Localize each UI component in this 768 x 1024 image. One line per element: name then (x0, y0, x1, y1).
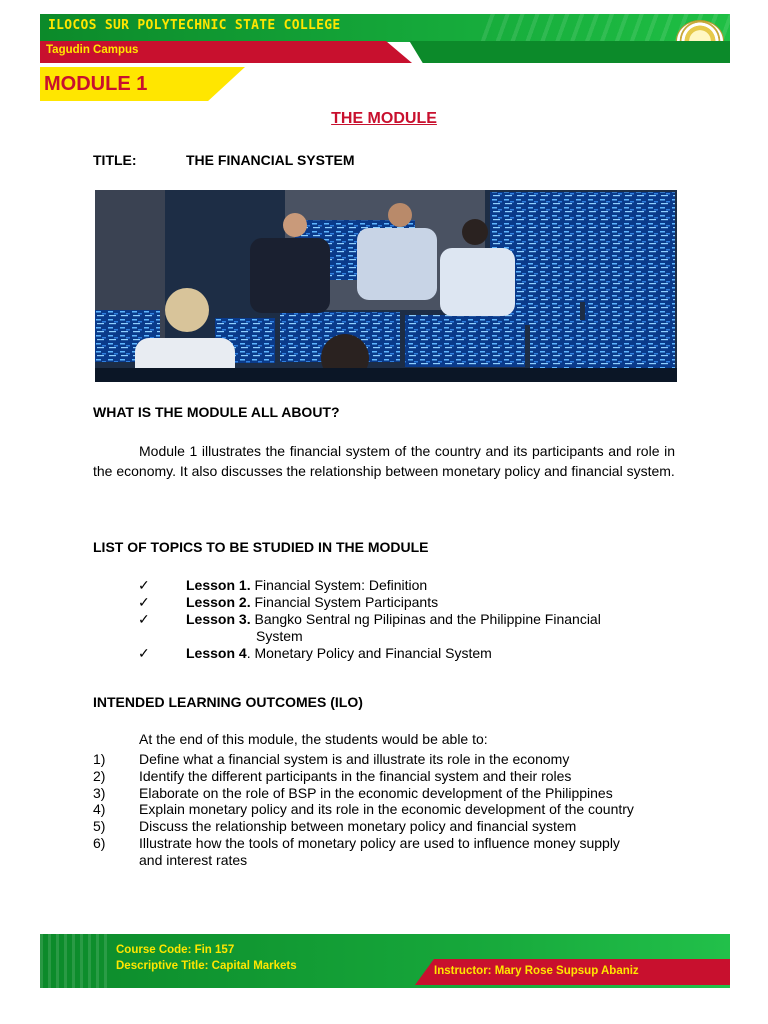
header-accent (396, 41, 730, 63)
check-icon: ✓ (138, 645, 150, 661)
lesson-text-continued: System (256, 628, 303, 644)
ilo-text: Elaborate on the role of BSP in the economic development of the Philippines (139, 785, 613, 801)
ilo-number: 1) (93, 751, 106, 767)
about-paragraph: Module 1 illustrates the financial system of the country and its participants and role in the economy. It also discusses the relationship between monetary policy and financial system. (93, 443, 675, 479)
campus-name: Tagudin Campus (46, 44, 139, 56)
ilo-number: 2) (93, 768, 106, 784)
title-value: THE FINANCIAL SYSTEM (186, 152, 355, 168)
ilo-number: 3) (93, 785, 106, 801)
title-label: TITLE: (93, 152, 137, 168)
about-heading: WHAT IS THE MODULE ALL ABOUT? (93, 404, 340, 420)
page-title: THE MODULE (331, 110, 437, 127)
college-name: ILOCOS SUR POLYTECHNIC STATE COLLEGE (48, 18, 341, 33)
course-code: Course Code: Fin 157 (116, 944, 235, 956)
check-icon: ✓ (138, 594, 150, 610)
check-icon: ✓ (138, 611, 150, 627)
ilo-text: Identify the different participants in the financial system and their roles (139, 768, 572, 784)
trading-room-photo (95, 190, 677, 382)
trading-room-illustration (95, 190, 677, 382)
lesson-label: Lesson 3. (186, 611, 251, 627)
lesson-item (186, 577, 427, 594)
ilo-text: Explain monetary policy and its role in the economic development of the country (139, 801, 634, 817)
ilo-text: Illustrate how the tools of monetary policy are used to influence money supply (139, 835, 620, 851)
lesson-text: Financial System: Definition (250, 577, 428, 593)
ilo-text: Define what a financial system is and illustrate its role in the economy (139, 751, 570, 767)
lesson-item (186, 594, 438, 611)
ilo-number: 6) (93, 835, 106, 851)
lesson-item (186, 645, 492, 662)
ilo-number: 5) (93, 818, 106, 834)
ilo-text-continued: and interest rates (139, 852, 248, 868)
lesson-text: Financial System Participants (250, 594, 439, 610)
lesson-label: Lesson 1. (186, 577, 251, 593)
lesson-label: Lesson 2. (186, 594, 251, 610)
descriptive-title: Descriptive Title: Capital Markets (116, 960, 297, 972)
lesson-item (186, 611, 601, 628)
ilo-text: Discuss the relationship between monetary policy and financial system (139, 818, 577, 834)
module-tag: MODULE 1 (44, 73, 148, 95)
check-icon: ✓ (138, 577, 150, 593)
ilo-intro: At the end of this module, the students would be able to: (139, 731, 488, 747)
instructor-name: Instructor: Mary Rose Supsup Abaniz (434, 965, 639, 977)
lesson-label: Lesson 4 (186, 645, 247, 661)
ilo-number: 4) (93, 801, 106, 817)
ilo-heading: INTENDED LEARNING OUTCOMES (ILO) (93, 694, 363, 710)
topics-heading: LIST OF TOPICS TO BE STUDIED IN THE MODULE (93, 539, 429, 555)
lesson-text: Bangko Sentral ng Pilipinas and the Philippine Financial (250, 611, 601, 627)
lesson-text: . Monetary Policy and Financial System (246, 645, 492, 661)
